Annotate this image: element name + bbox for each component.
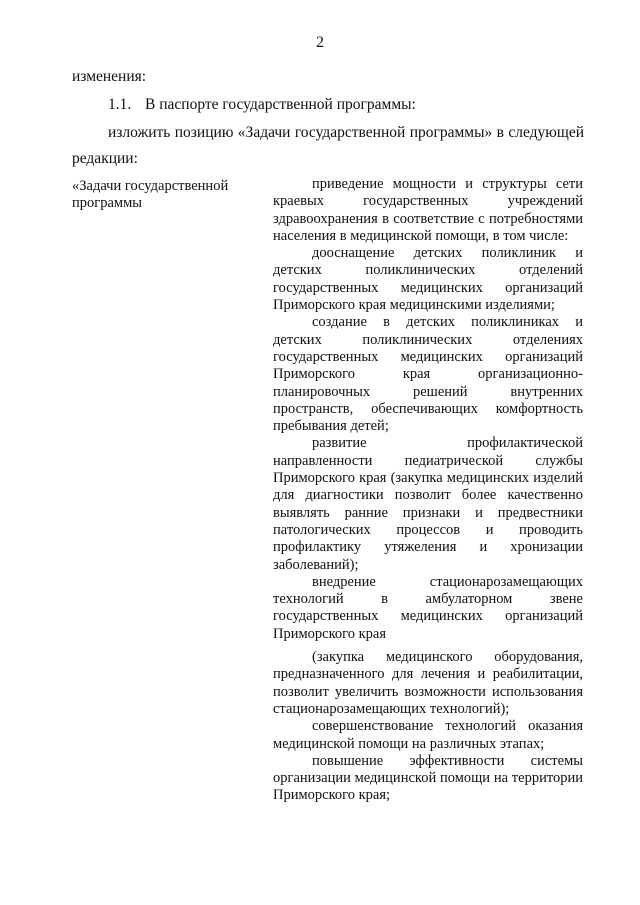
instruction-line-2: редакции:	[72, 150, 138, 167]
page-number: 2	[316, 34, 324, 51]
paragraph: дооснащение детских поликлиник и детских поликлинических отделений государственных медицинских организаций Приморского края медицинскими изделиями;	[273, 245, 583, 314]
position-label: «Задачи государственной программы	[72, 178, 229, 211]
position-content	[273, 176, 583, 805]
intro-line: изменения:	[72, 68, 147, 85]
paragraph: создание в детских поликлиниках и детских поликлинических отделениях государственных медицинских организаций Приморского края организационно-планировочных решений внутренних пространств, обеспечивающих комфортность пребывания детей;	[273, 314, 583, 435]
item-number: 1.1.	[108, 96, 132, 113]
paragraph: повышение эффективности системы организации медицинской помощи на территории Приморского края;	[273, 752, 583, 804]
paragraph: приведение мощности и структуры сети краевых государственных учреждений здравоохранения в соответствие с потребностями населения в медицинской помощи, в том числе:	[273, 176, 583, 244]
item-text: В паспорте государственной программы:	[145, 96, 416, 113]
paragraph: внедрение стационарозамещающих технологий в амбулаторном звене государственных медицинских организаций Приморского края	[273, 573, 583, 642]
paragraph: (закупка медицинского оборудования, предназначенного для лечения и реабилитации, позволит увеличить возможности использования стационарозамещающих технологий);	[273, 649, 583, 717]
paragraph: совершенствование технологий оказания медицинской помощи на различных этапах;	[273, 718, 583, 752]
paragraph: развитие профилактической направленности педиатрической службы Приморского края (закупка медицинских изделий для диагностики позволит более качественно выявлять ранние признаки и предвестники патологических процессов и проводить профилактику утяжеления и хронизации заболеваний);	[273, 435, 583, 573]
instruction-line-1: изложить позицию «Задачи государственной программы» в следующей	[108, 124, 584, 141]
